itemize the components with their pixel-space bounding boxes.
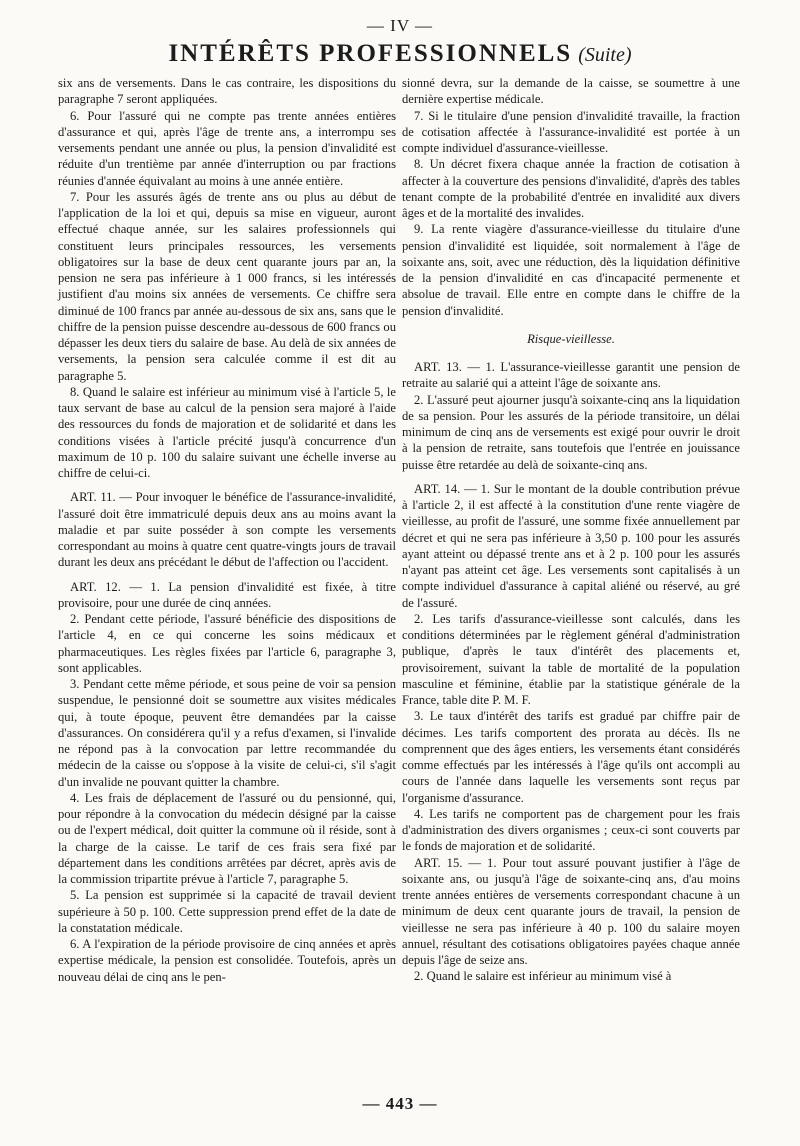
section-subheading: Risque-vieillesse. — [527, 331, 615, 346]
paragraph: six ans de versements. Dans le cas contraire, les dispositions du paragraphe 7 seront appliquées. — [58, 76, 396, 107]
right-column — [402, 75, 740, 985]
article-paragraph: ART. 15. — 1. Pour tout assuré pouvant justifier à l'âge de soixante ans, ou jusqu'à l'âge de soixante-cinq ans, d'au moins trente années entières de versements correspondant chacune à un minimum de deux cent quarante jours de travail, la pension de vieillesse ne sera pas inférieure à 40 p. 100 du salaire moyen annuel, résultant des cotisations obligatoires payées chaque année depuis l'âge de seize ans. — [402, 855, 740, 967]
paragraph: 9. La rente viagère d'assurance-vieillesse du titulaire d'une pension d'invalidité est liquidée, soit normalement à l'âge de soixante ans, soit, avec une réduction, dès la liquidation définitive de la pension d'invalidité en cas d'incapacité permenente et absolue de travail. Elle entre en compte dans le chiffre de la pension d'invalidité. — [402, 222, 740, 318]
paragraph: 5. La pension est supprimée si la capacité de travail devient supérieure à 50 p. 100. Cette suppression prend effet de la date de la constatation médicale. — [58, 888, 396, 935]
page-number: — 443 — — [362, 1094, 438, 1113]
paragraph: 6. A l'expiration de la période provisoire de cinq années et après expertise médicale, la pension est consolidée. Toutefois, après un nouveau délai de cinq ans le pen- — [58, 937, 396, 984]
article-paragraph: ART. 13. — 1. L'assurance-vieillesse garantit une pension de retraite au salarié qui a atteint l'âge de soixante ans. — [402, 360, 740, 391]
paragraph: 7. Si le titulaire d'une pension d'invalidité travaille, la fraction de cotisation affectée à l'assurance-invalidité est portée à un compte individuel d'assurance-vieillesse. — [402, 108, 740, 155]
heading-suite: (Suite) — [578, 44, 632, 66]
left-column — [58, 75, 396, 985]
article-paragraph: ART. 14. — 1. Sur le montant de la double contribution prévue à l'article 2, il est affecté à la constitution d'une rente viagère de vieillesse, au profit de l'assuré, une somme fixée annuellement par décret et qui ne sera pas inférieure à 3,50 p. 100 pour les assurés ayant atteint ou dépassé trente ans et à 2 p. 100 pour les assurés n'ayant pas atteint cet âge. Les versements sont capitalisés à un compte individuel d'assurance à capital aliéné ou réservé, au gré de l'assuré. — [402, 481, 740, 610]
article-paragraph: ART. 11. — Pour invoquer le bénéfice de l'assurance-invalidité, l'assuré doit être immatriculé depuis deux ans au moins avant la maladie et par suite posséder à son compte les versements correspondant au moins à quatre cent quatre-vingts jours de travail durant les deux ans précédant le début de l'affection ou l'accident. — [58, 490, 396, 570]
paragraph: 3. Le taux d'intérêt des tarifs est gradué par chiffre pair de décimes. Les tarifs comportent des prorata au décès. Ils ne comprennent que des âges entiers, les versements étant considérés comme effectués par les intéressés à l'âge qu'ils ont accompli au cours de l'année dans laquelle les versements sont reçus par l'organisme d'assurance. — [402, 709, 740, 805]
paragraph: 7. Pour les assurés âgés de trente ans ou plus au début de l'application de la loi et qui, depuis sa mise en vigueur, auront effectué chaque année, sur les salaires professionnels qui constituent leurs principales ressources, les versements obligatoires sur la base de deux cent quarante jours par an, la pension ne sera pas inférieure à 1 000 francs, si les intéressés justifient d'au moins six années de versements. Ce chiffre sera diminué de 100 francs par année au-dessous de six ans, sans que le chiffre de la pension puisse descendre au-dessous de 600 francs ou dépasser les deux tiers du salaire de base. Au delà de six années de versements, la pension sera calculée comme il est dit au paragraphe 5. — [58, 189, 396, 383]
roman-page-number: — IV — — [366, 16, 434, 35]
paragraph: 2. Les tarifs d'assurance-vieillesse sont calculés, dans les conditions déterminées par le règlement général d'administration publique, d'après le taux d'intérêt des placements et, provisoirement, suivant la table de mortalité de la population masculine et féminine, établie par la statistique générale de la France, table dite P. M. F. — [402, 611, 740, 707]
paragraph: sionné devra, sur la demande de la caisse, se soumettre à une dernière expertise médicale. — [402, 76, 740, 107]
paragraph: 2. Quand le salaire est inférieur au minimum visé à — [414, 969, 672, 984]
paragraph: 4. Les tarifs ne comportent pas de chargement pour les frais d'administration des divers organismes ; ceux-ci sont couverts par le fonds de majoration et de solidarité. — [402, 806, 740, 854]
paragraph: 3. Pendant cette même période, et sous peine de voir sa pension suspendue, le pensionné doit se soumettre aux visites médicales qui, à toute époque, peuvent être demandées par la caisse d'assurances. On considérera qu'il y a refus d'examen, si l'invalide ne répond pas à la convocation par lettre recommandée du médecin de la caisse ou s'oppose à la visite de celui-ci, s'il s'agit d'un invalide ne pouvant quitter la chambre. — [58, 677, 396, 789]
paragraph: 8. Un décret fixera chaque année la fraction de cotisation à affecter à la couverture des pensions d'invalidité, d'après des tables tenant compte de la probabilité d'entrée en invalidité aux divers âges et de la mortalité des invalides. — [402, 157, 740, 220]
article-paragraph: ART. 12. — 1. La pension d'invalidité est fixée, à titre provisoire, pour une durée de cinq années. — [58, 579, 396, 610]
paragraph: 6. Pour l'assuré qui ne compte pas trente années entières d'assurance et qui, après l'âge de trente ans, a interrompu ses versements pendant une année ou plus, la pension d'invalidité est réduite d'un trentième par année d'interruption ou par fractions réunies d'année équivalant au moins à une année entière. — [58, 108, 396, 188]
paragraph: 8. Quand le salaire est inférieur au minimum visé à l'article 5, le taux servant de base au calcul de la pension sera majoré à l'aide des ressources du fonds de majoration et de solidarité et dans les conditions visées à l'article précité jusqu'à concurrence d'un maximum de 10 p. 100 du salaire suivant une échelle inverse au chiffre de celui-ci. — [58, 384, 396, 480]
heading-title: INTÉRÊTS PROFESSIONNELS — [168, 40, 573, 67]
paragraph: 2. Pendant cette période, l'assuré bénéficie des dispositions de l'article 4, en ce qui concerne les soins médicaux et pharmaceutiques. Les règles fixées par l'article 6, paragraphe 3, sont applicables. — [58, 612, 396, 675]
page-heading — [0, 40, 800, 68]
paragraph: 2. L'assuré peut ajourner jusqu'à soixante-cinq ans la liquidation de sa pension. Pour les assurés de la période transitoire, un délai minimum de cinq ans de versements est exigé pour ouvrir le droit à la pension de retraite, sans toutefois que l'entrée en jouissance puisse être retardée au delà de soixante-cinq ans. — [402, 392, 740, 472]
paragraph: 4. Les frais de déplacement de l'assuré ou du pensionné, qui, pour répondre à la convocation du médecin désigné par la caisse ou de l'expert médical, doit quitter la commune où il réside, sont à la charge de la caisse. Le tarif de ces frais sera fixé par département dans les conditions arrêtées par décret, après avis de la commission tripartite prévue à l'article 7, paragraphe 5. — [58, 790, 396, 886]
